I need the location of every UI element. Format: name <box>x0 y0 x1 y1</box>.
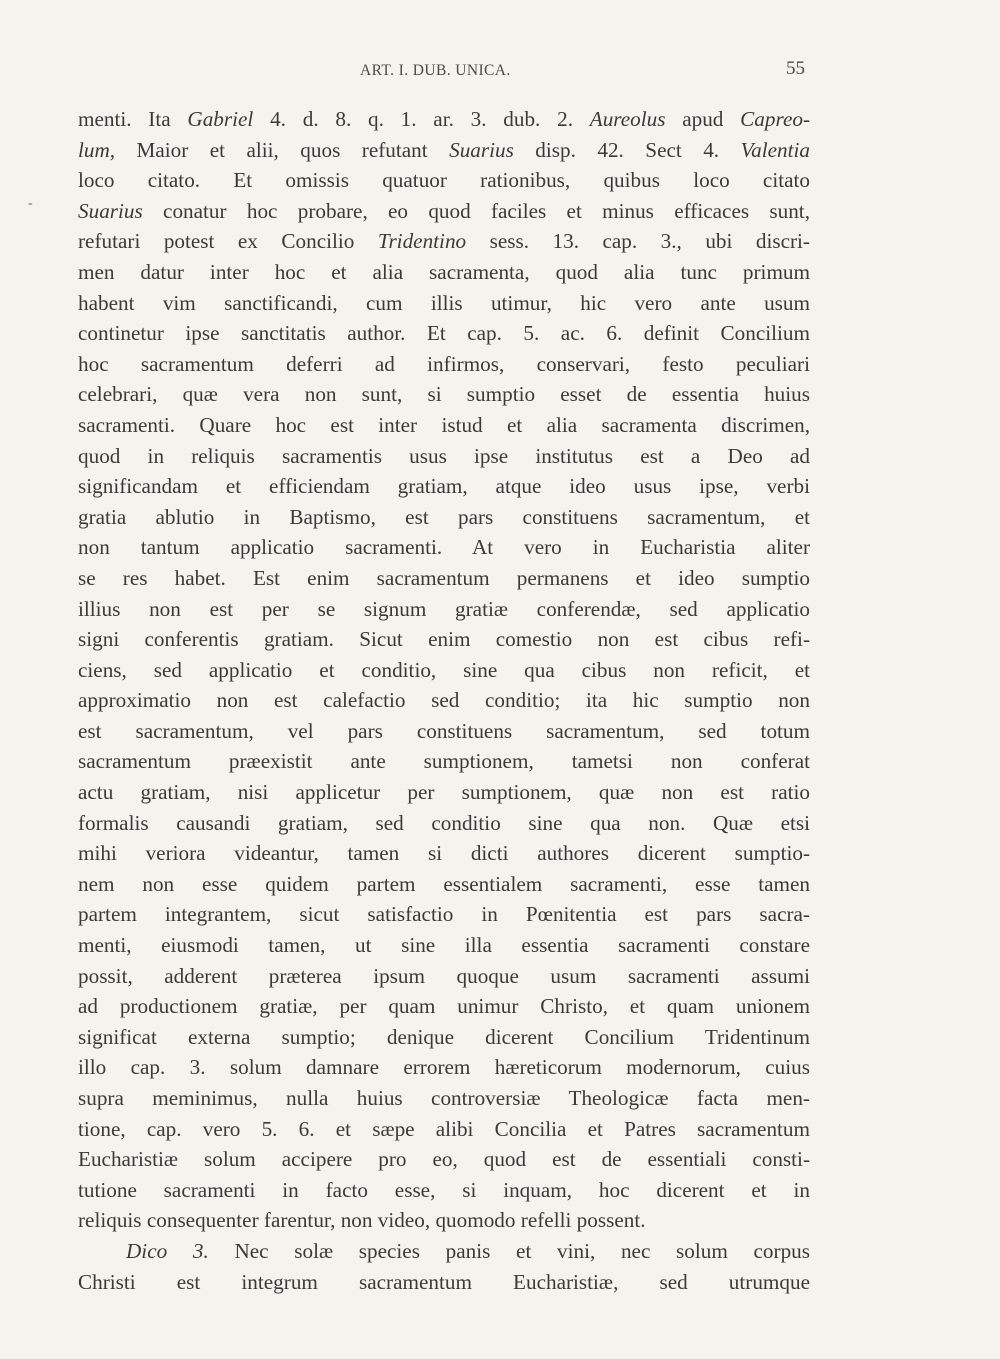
text-line <box>78 961 810 992</box>
text-segment: illius non est per se signum gratiæ conferendæ, sed applicatio <box>78 596 810 621</box>
text-segment: conatur hoc probare, eo quod faciles et minus efficaces sunt, <box>142 198 810 223</box>
text-line <box>78 1144 810 1175</box>
italic-text: Suarius <box>449 137 514 162</box>
text-segment: mihi veriora videantur, tamen si dicti authores dicerent sumptio- <box>78 841 810 866</box>
text-segment: refutari potest ex Concilio <box>78 229 378 254</box>
text-line <box>78 471 810 502</box>
text-line <box>78 594 810 625</box>
text-line <box>78 838 810 869</box>
italic-text: Valentia <box>740 137 810 162</box>
text-segment: significat externa sumptio; denique dicerent Concilium Tridentinum <box>78 1024 810 1049</box>
italic-text: Gabriel <box>187 107 254 131</box>
text-segment: sacramentum præexistit ante sumptionem, tametsi non conferat <box>78 749 810 774</box>
text-segment: partem integrantem, sicut satisfactio in Pœnitentia est pars sacra- <box>78 902 810 927</box>
text-segment: supra meminimus, nulla huius controversiæ Theologicæ facta men- <box>78 1086 810 1110</box>
text-line <box>78 349 810 380</box>
text-line <box>78 777 810 808</box>
text-segment: reliquis consequenter farentur, non video, quomodo refelli possent. <box>78 1208 646 1233</box>
margin-mark: - <box>28 196 33 211</box>
text-segment: ciens, sed applicatio et conditio, sine qua cibus non reficit, et <box>78 657 810 682</box>
text-segment: menti. Ita <box>78 107 188 131</box>
text-line <box>78 104 810 135</box>
text-segment: loco citato. Et omissis quatuor rationibus, quibus loco citato <box>78 168 810 193</box>
text-line <box>78 226 810 257</box>
text-segment: quod in reliquis sacramentis usus ipse institutus est a Deo ad <box>78 443 810 468</box>
text-segment: se res habet. Est enim sacramentum permanens et ideo sumptio <box>78 565 810 590</box>
italic-text: Aureolus <box>589 107 666 131</box>
text-line <box>78 808 810 839</box>
text-segment: approximatio non est calefactio sed conditio; ita hic sumptio non <box>78 688 810 713</box>
text-line <box>78 196 810 227</box>
text-line <box>78 135 810 166</box>
text-segment: tione, cap. vero 5. 6. et sæpe alibi Concilia et Patres sacramentum <box>78 1116 810 1141</box>
text-segment: ad productionem gratiæ, per quam unimur Christo, et quam unionem <box>78 994 810 1019</box>
italic-text: Tridentino <box>377 229 467 254</box>
text-line <box>78 624 810 655</box>
text-segment: menti, eiusmodi tamen, ut sine illa essentia sacramenti constare <box>78 933 810 958</box>
text-segment: continetur ipse sanctitatis author. Et cap. 5. ac. 6. definit Concilium <box>78 321 810 346</box>
text-line <box>78 655 810 686</box>
text-line <box>78 379 810 410</box>
text-segment: men datur inter hoc et alia sacramenta, quod alia tunc primum <box>78 259 810 284</box>
text-segment: tutione sacramenti in facto esse, si inquam, hoc dicerent et in <box>78 1177 810 1202</box>
text-line <box>78 1114 810 1145</box>
text-line <box>78 165 810 196</box>
text-segment: Nec solæ species panis et vini, nec solum corpus <box>208 1238 810 1263</box>
text-line <box>78 869 810 900</box>
text-segment: sacramenti. Quare hoc est inter istud et alia sacramenta discrimen, <box>78 412 810 437</box>
text-line <box>78 410 810 441</box>
body-text <box>78 104 810 1297</box>
text-segment: possit, adderent præterea ipsum quoque usum sacramenti assumi <box>78 963 810 988</box>
text-line <box>78 532 810 563</box>
text-segment: actu gratiam, nisi applicetur per sumptionem, quæ non est ratio <box>78 780 810 805</box>
text-segment: Eucharistiæ solum accipere pro eo, quod est de essentiali consti- <box>78 1147 810 1172</box>
text-segment: disp. 42. Sect 4. <box>513 137 741 162</box>
text-line <box>78 1267 810 1298</box>
text-segment: Christi est integrum sacramentum Eucharistiæ, sed utrumque <box>78 1269 810 1294</box>
text-segment: nem non esse quidem partem essentialem sacramenti, esse tamen <box>78 871 810 896</box>
text-segment: Maior et alii, quos refutant <box>115 137 450 162</box>
text-line <box>78 257 810 288</box>
text-line <box>78 441 810 472</box>
running-head <box>0 58 1000 88</box>
text-line <box>78 930 810 961</box>
text-line <box>78 1083 810 1114</box>
italic-text: lum, <box>78 137 116 162</box>
text-line <box>78 288 810 319</box>
page-number: 55 <box>786 58 805 79</box>
text-segment: est sacramentum, vel pars constituens sacramentum, sed totum <box>78 718 810 743</box>
text-line <box>78 1236 810 1267</box>
running-title: ART. I. DUB. UNICA. <box>360 62 511 79</box>
text-line <box>78 502 810 533</box>
text-segment: 4. d. 8. q. 1. ar. 3. dub. 2. <box>253 107 590 131</box>
text-line <box>78 563 810 594</box>
text-segment: apud <box>665 107 741 131</box>
text-line <box>78 685 810 716</box>
text-segment: hoc sacramentum deferri ad infirmos, conservari, festo peculiari <box>78 351 810 376</box>
text-line <box>78 1205 810 1236</box>
text-segment: celebrari, quæ vera non sunt, si sumptio esset de essentia huius <box>78 382 810 407</box>
text-line <box>78 1022 810 1053</box>
italic-text: Suarius <box>78 198 143 223</box>
text-line <box>78 899 810 930</box>
text-line <box>78 1052 810 1083</box>
text-segment: formalis causandi gratiam, sed conditio sine qua non. Quæ etsi <box>78 810 810 835</box>
italic-text: Capreo- <box>740 107 810 131</box>
text-line <box>78 746 810 777</box>
text-segment: illo cap. 3. solum damnare errorem hæreticorum modernorum, cuius <box>78 1055 810 1080</box>
text-segment: sess. 13. cap. 3., ubi discri- <box>466 229 810 254</box>
text-line <box>78 991 810 1022</box>
text-segment: gratia ablutio in Baptismo, est pars constituens sacramentum, et <box>78 504 810 529</box>
text-segment: non tantum applicatio sacramenti. At vero in Eucharistia aliter <box>78 535 810 560</box>
text-line <box>78 716 810 747</box>
text-segment: significandam et efficiendam gratiam, atque ideo usus ipse, verbi <box>78 474 810 499</box>
italic-text: Dico 3. <box>126 1238 209 1263</box>
text-line <box>78 318 810 349</box>
text-segment: habent vim sanctificandi, cum illis utimur, hic vero ante usum <box>78 290 810 315</box>
text-segment: signi conferentis gratiam. Sicut enim comestio non est cibus refi- <box>78 627 810 652</box>
text-line <box>78 1175 810 1206</box>
